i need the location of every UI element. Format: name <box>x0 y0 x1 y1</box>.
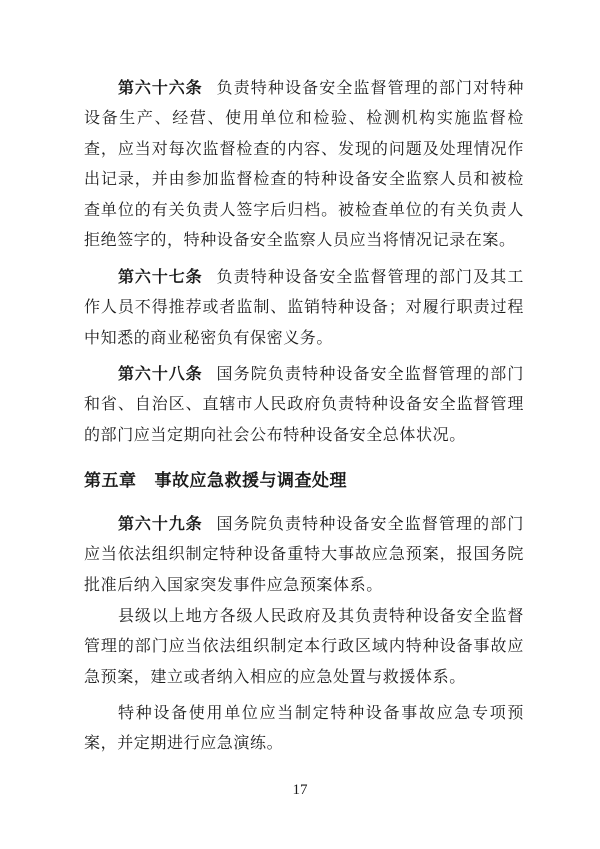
article-67 <box>84 262 524 353</box>
article-text: 国务院负责特种设备安全监督管理的部门应当依法组织制定特种设备重特大事故应急预案，报国务院批准后纳入国家突发事件应急预案体系。 <box>84 514 524 594</box>
chapter-heading <box>84 466 347 491</box>
page-number: 17 <box>292 782 308 798</box>
article-68 <box>84 359 524 450</box>
article-text: 负责特种设备安全监督管理的部门及其工作人员不得推荐或者监制、监销特种设备；对履行职责过程中知悉的商业秘密负有保密义务。 <box>84 267 524 347</box>
article-label: 第六十六条 <box>118 78 203 97</box>
article-label: 第六十九条 <box>118 514 203 533</box>
article-69 <box>84 509 524 600</box>
article-label: 第六十七条 <box>118 267 203 286</box>
paragraph: 特种设备使用单位应当制定特种设备事故应急专项预案，并定期进行应急演练。 <box>84 703 524 753</box>
paragraph: 县级以上地方各级人民政府及其负责特种设备安全监督管理的部门应当依法组织制定本行政区域内特种设备事故应急预案，建立或者纳入相应的应急处置与救援体系。 <box>84 606 524 686</box>
chapter-number: 第五章 <box>84 471 137 491</box>
article-text: 负责特种设备安全监督管理的部门对特种设备生产、经营、使用单位和检验、检测机构实施监督检查，应当对每次监督检查的内容、发现的问题及处理情况作出记录，并由参加监督检查的特种设备安全监察人员和被检查单位的有关负责人签字后归档。被检查单位的有关负责人拒绝签字的，特种设备安全监察人员应当将情况记录在案。 <box>84 78 524 250</box>
chapter-title: 事故应急救援与调查处理 <box>154 471 347 491</box>
article-text: 国务院负责特种设备安全监督管理的部门和省、自治区、直辖市人民政府负责特种设备安全监督管理的部门应当定期向社会公布特种设备安全总体状况。 <box>84 364 524 444</box>
article-label: 第六十八条 <box>118 364 203 383</box>
article-66 <box>84 73 524 255</box>
